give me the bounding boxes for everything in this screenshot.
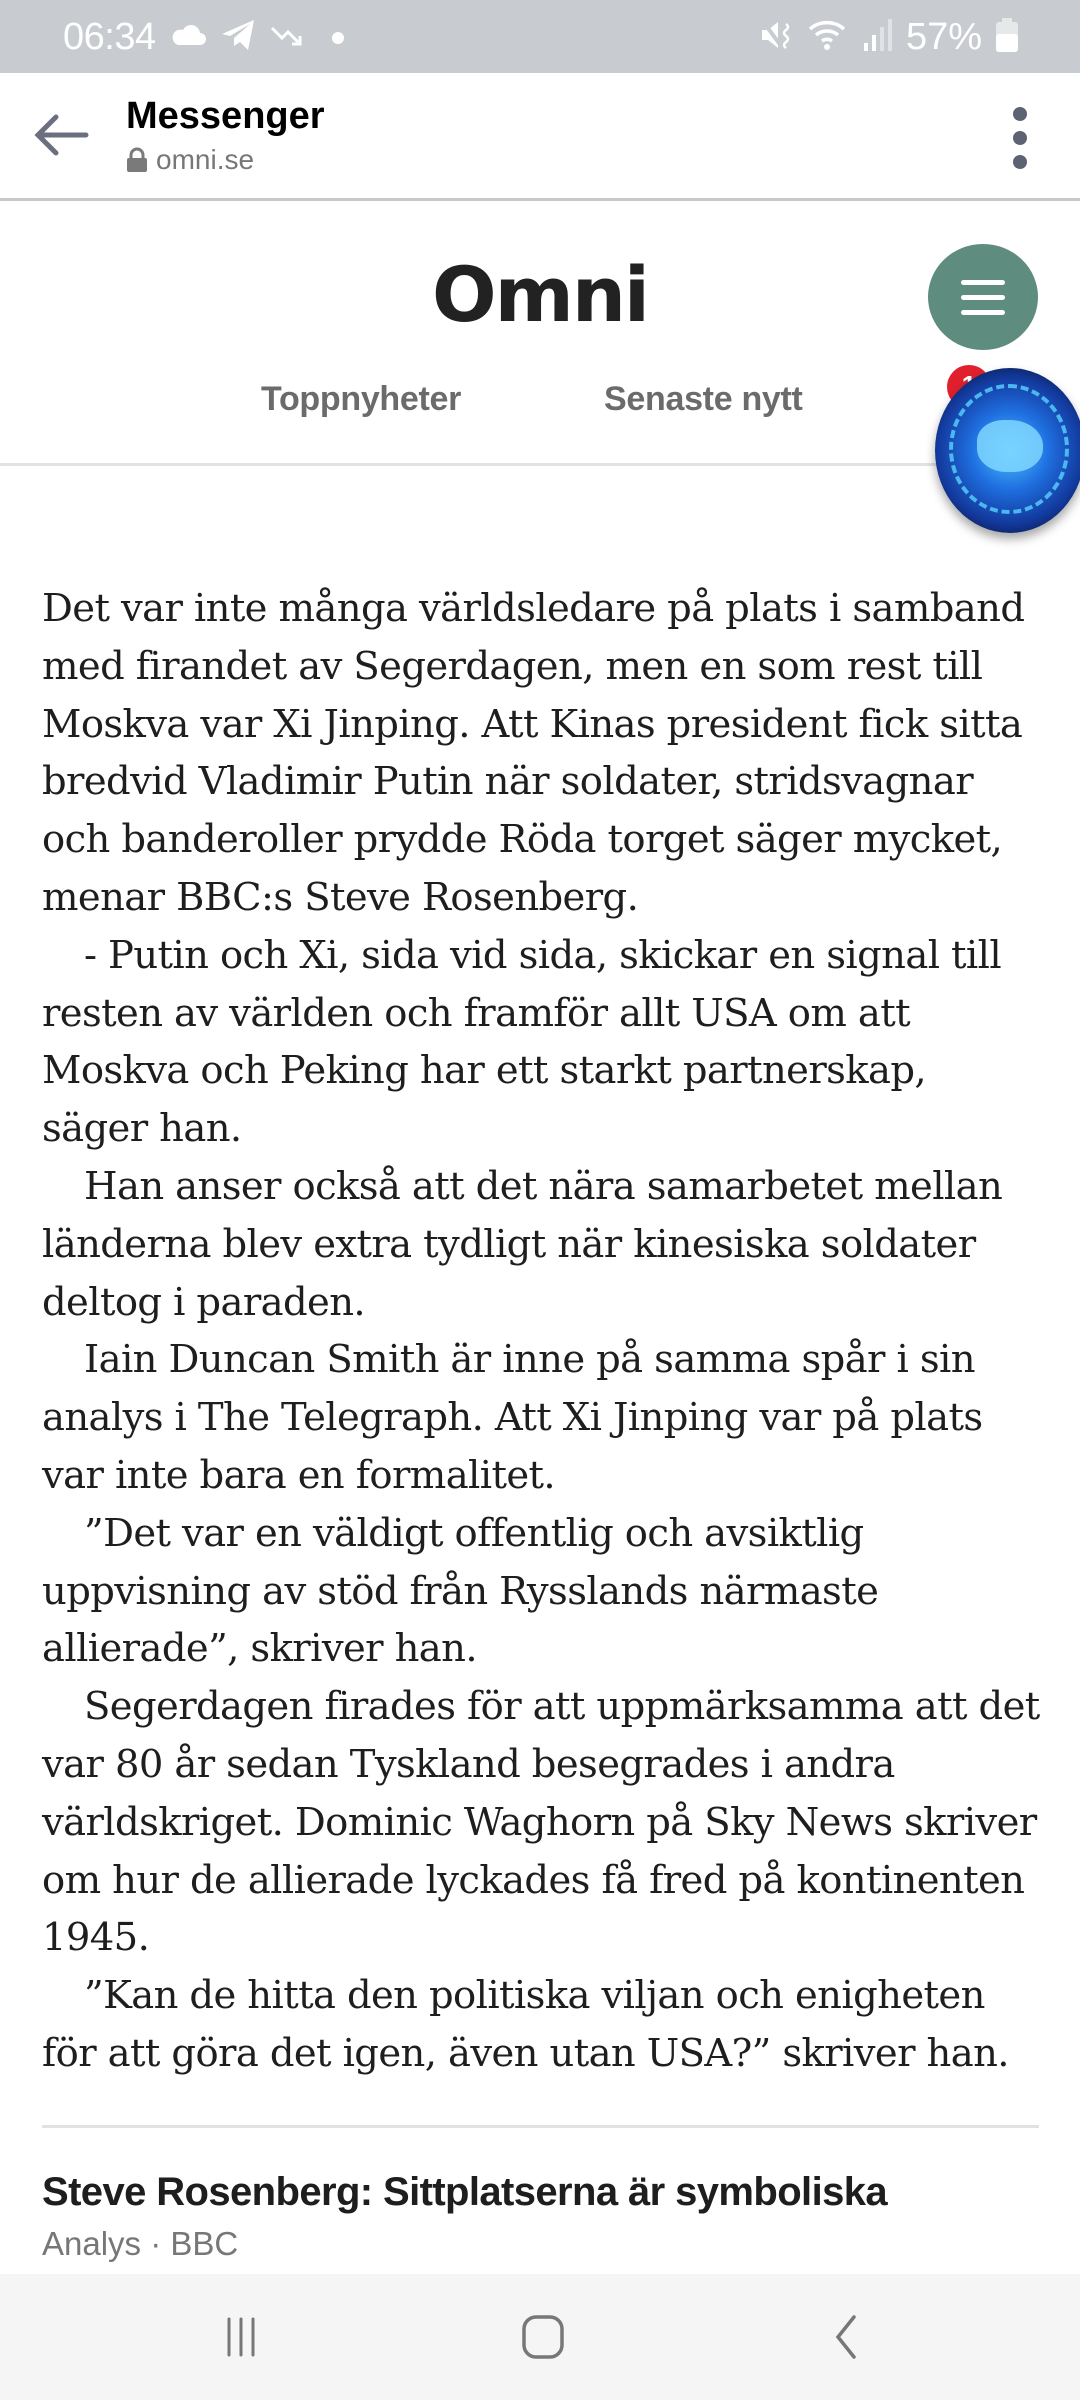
cloud-icon [170, 24, 206, 51]
wifi-icon [808, 19, 848, 56]
signal-icon [862, 19, 892, 56]
battery-percentage: 57% [905, 16, 982, 58]
home-icon [521, 2314, 565, 2360]
status-bar-left [63, 16, 344, 59]
in-app-browser-header [0, 73, 1080, 201]
system-back-button[interactable] [800, 2302, 890, 2372]
article-body [42, 580, 1042, 2083]
status-bar-right [760, 16, 1018, 59]
status-bar [0, 0, 1080, 73]
article-paragraph: ”Kan de hitta den politiska viljan och enigheten för att göra det igen, även utan USA?” skriver han. [42, 1973, 1009, 2076]
back-chevron-icon [830, 2314, 860, 2360]
browser-url [126, 144, 325, 176]
related-article-link[interactable] [42, 2170, 887, 2263]
more-options-button[interactable] [990, 103, 1050, 173]
back-button[interactable] [30, 103, 94, 167]
related-article-title[interactable]: Steve Rosenberg: Sittplatserna är symboliska [42, 2170, 888, 2214]
status-time: 06:34 [63, 16, 156, 58]
recent-apps-icon [219, 2315, 263, 2359]
battery-icon [996, 18, 1018, 57]
arrow-left-icon [30, 103, 94, 167]
system-nav-bar [0, 2274, 1080, 2400]
related-article-meta: Analys · BBC [42, 2225, 239, 2262]
telegram-icon [220, 18, 256, 57]
hamburger-icon-bar [961, 310, 1005, 315]
article-paragraph: ”Det var en väldigt offentlig och avsiktlig uppvisning av stöd från Rysslands närmaste allierade”, skriver han. [42, 1510, 879, 1672]
article-paragraph: Iain Duncan Smith är inne på samma spår i sin analys i The Telegraph. Att Xi Jinping var på plats var inte bara en formalitet. [42, 1337, 983, 1498]
notification-dot-icon [332, 32, 344, 44]
home-button[interactable] [498, 2302, 588, 2372]
section-divider [42, 2125, 1039, 2128]
article-paragraph: - Putin och Xi, sida vid sida, skickar en signal till resten av världen och framför allt USA om att Moskva och Peking har ett starkt partnerskap, säger han. [42, 932, 1002, 1152]
mute-vibrate-icon [760, 18, 794, 57]
article-paragraph: Segerdagen firades för att uppmärksamma att det var 80 år sedan Tyskland besegrades i andra världskriget. Dominic Waghorn på Sky News skriver om hur de allierade lyckades få fred på kontinenten 1945. [42, 1684, 1040, 1961]
recent-apps-button[interactable] [196, 2302, 286, 2372]
site-logo[interactable]: Omni [432, 250, 648, 339]
tab-senaste-nytt[interactable]: Senaste nytt [604, 380, 803, 418]
browser-title-block [126, 95, 325, 176]
browser-url-text: omni.se [156, 144, 255, 175]
more-vertical-icon-dot [1013, 155, 1027, 169]
article-paragraph: Det var inte många världsledare på plats i samband med firandet av Segerdagen, men en som rest till Moskva var Xi Jinping. Att Kinas president fick sitta bredvid Vladimir Putin när soldater, stridsvagnar och banderoller prydde Röda torget säger mycket, menar BBC:s Steve Rosenberg. [42, 586, 1025, 920]
brain-avatar-icon [977, 420, 1043, 472]
browser-title: Messenger [126, 95, 325, 137]
data-saver-icon [270, 22, 304, 53]
more-vertical-icon [1013, 107, 1027, 121]
lock-icon [126, 147, 148, 173]
hamburger-icon [961, 280, 1005, 285]
hamburger-icon-bar [961, 295, 1005, 300]
more-vertical-icon-dot [1013, 131, 1027, 145]
article-paragraph: Han anser också att det nära samarbetet mellan länderna blev extra tydligt när kinesiska soldater deltog i paraden. [42, 1163, 1003, 1325]
chat-head-bubble[interactable] [935, 368, 1080, 533]
site-header [0, 204, 1080, 466]
site-menu-button[interactable] [928, 244, 1038, 350]
tab-toppnyheter[interactable]: Toppnyheter [261, 380, 462, 418]
